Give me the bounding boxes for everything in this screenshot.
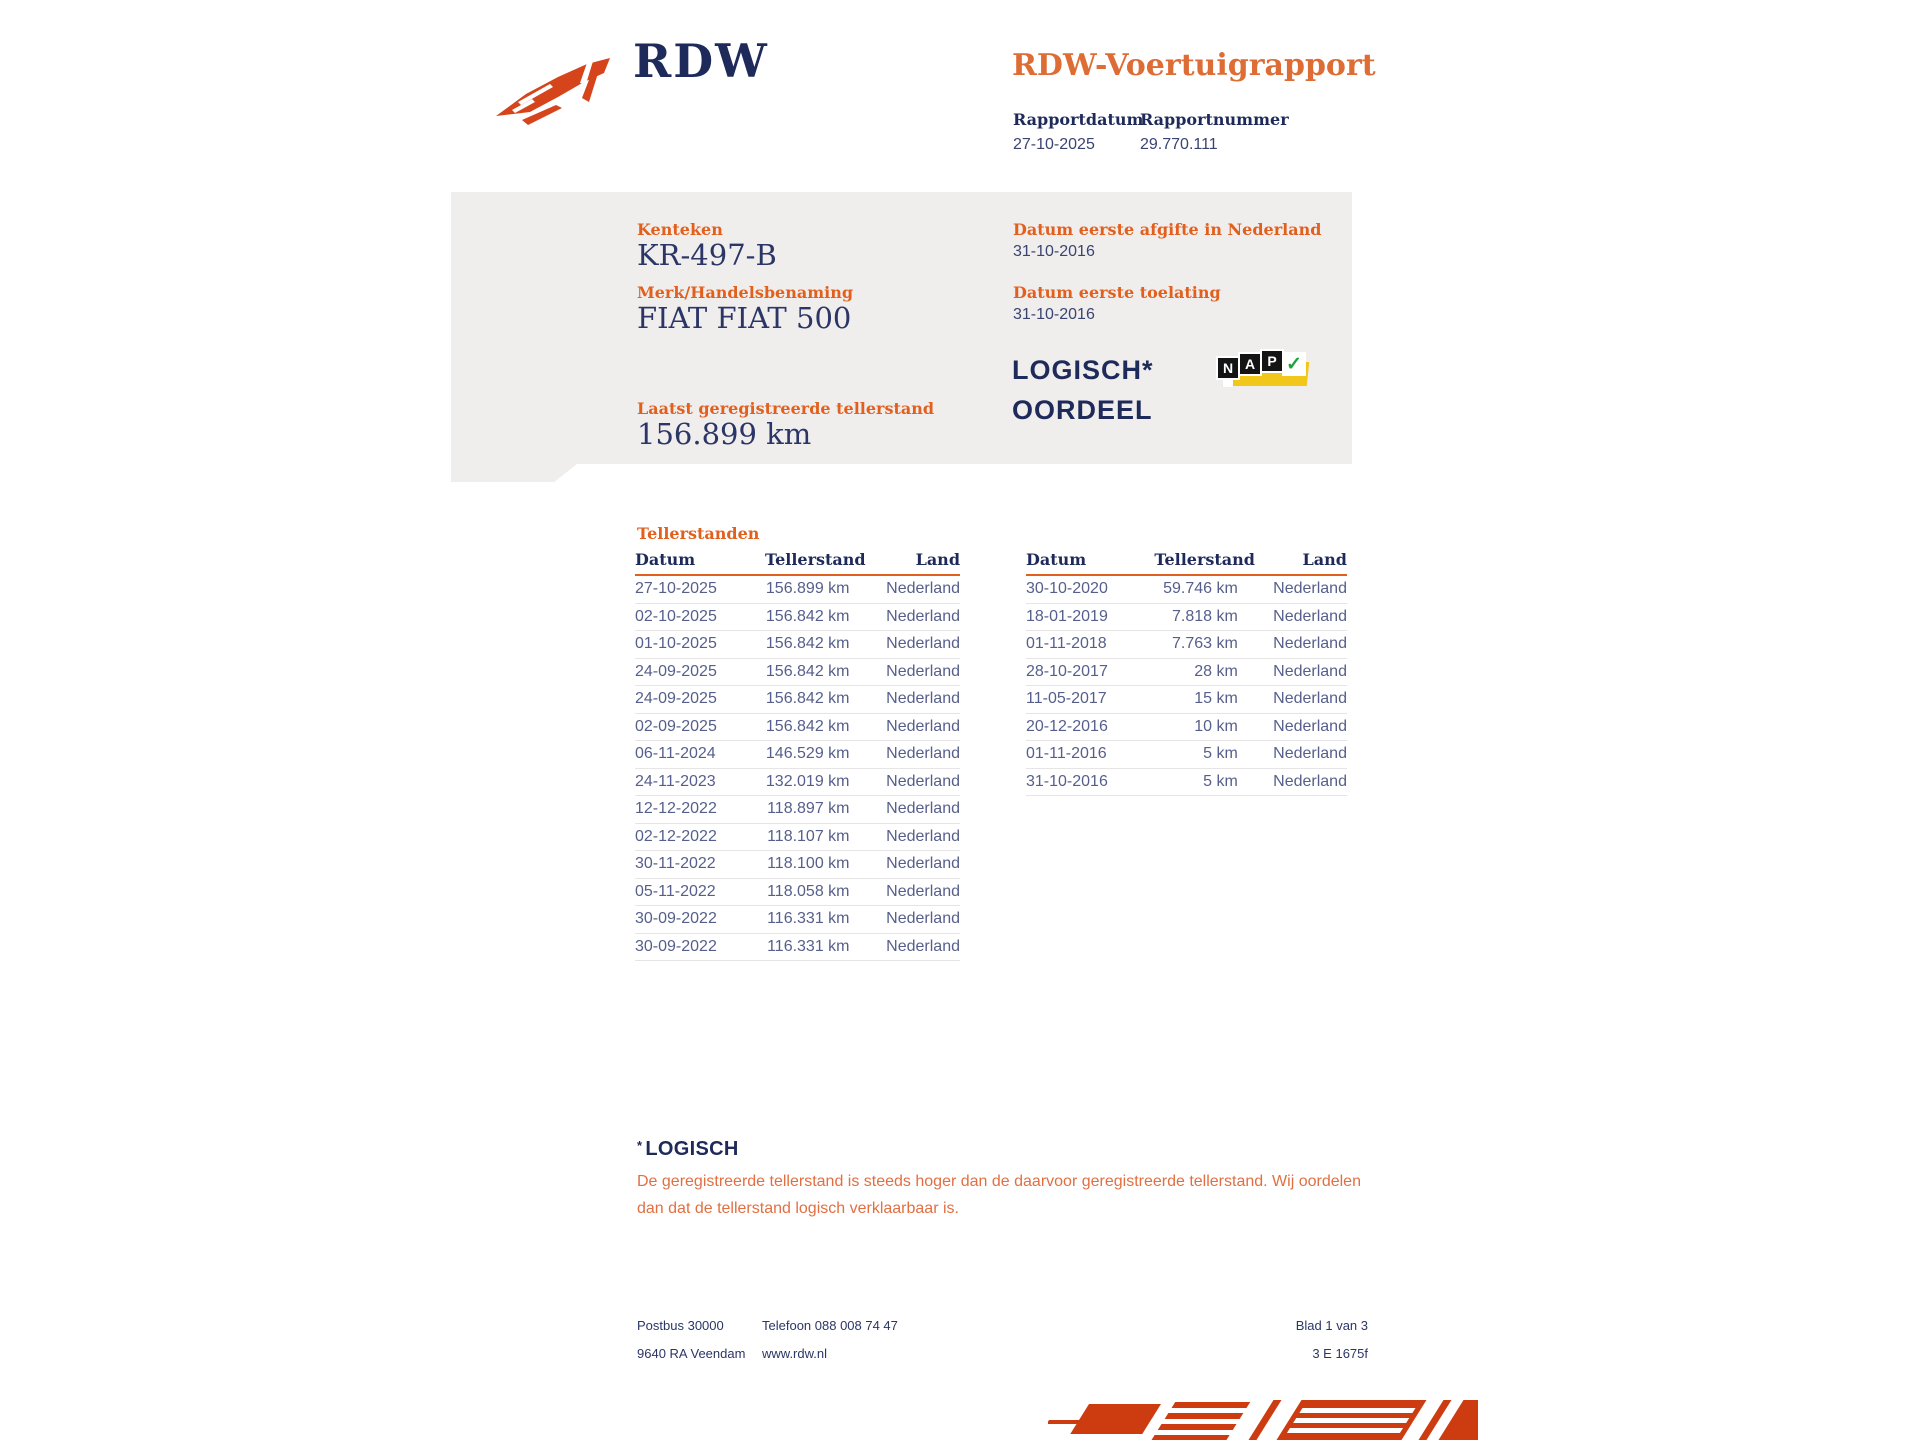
cell-tellerstand: 116.331 km xyxy=(767,910,850,928)
odometer-table-left xyxy=(635,550,960,961)
table-row xyxy=(1026,686,1347,714)
cell-land: Nederland xyxy=(1273,772,1347,790)
cell-tellerstand: 118.107 km xyxy=(767,827,850,845)
rdw-logo-wing-icon xyxy=(492,50,617,137)
footer-website: www.rdw.nl xyxy=(762,1346,828,1361)
cell-datum: 31-10-2016 xyxy=(1026,772,1108,790)
column-land: Land xyxy=(1302,550,1347,569)
cell-tellerstand: 15 km xyxy=(1194,690,1238,708)
cell-datum: 28-10-2017 xyxy=(1026,662,1108,680)
tellerstand-value: 156.899 km xyxy=(637,417,812,451)
cell-tellerstand: 59.746 km xyxy=(1163,580,1238,598)
cell-datum: 24-11-2023 xyxy=(635,772,716,790)
cell-tellerstand: 156.842 km xyxy=(765,607,850,625)
cell-land: Nederland xyxy=(886,855,960,873)
cell-tellerstand: 156.899 km xyxy=(765,580,850,598)
table-row xyxy=(635,604,960,632)
table-body xyxy=(635,576,960,961)
cell-datum: 12-12-2022 xyxy=(635,800,717,818)
table-row xyxy=(635,824,960,852)
cell-land: Nederland xyxy=(886,937,960,955)
table-row xyxy=(635,576,960,604)
report-number-value: 29.770.111 xyxy=(1140,136,1218,153)
cell-datum: 30-09-2022 xyxy=(635,910,717,928)
cell-land: Nederland xyxy=(886,635,960,653)
cell-tellerstand: 116.331 km xyxy=(767,937,850,955)
table-row xyxy=(635,741,960,769)
cell-land: Nederland xyxy=(1273,635,1347,653)
column-datum: Datum xyxy=(635,550,696,569)
cell-land: Nederland xyxy=(886,910,960,928)
footer-page-number: Blad 1 van 3 xyxy=(1295,1318,1368,1333)
cell-datum: 02-09-2025 xyxy=(635,717,717,735)
table-row xyxy=(635,934,960,962)
cell-land: Nederland xyxy=(1273,662,1347,680)
nap-check-icon: ✓ xyxy=(1282,352,1306,376)
toelating-value: 31-10-2016 xyxy=(1013,306,1095,323)
table-header xyxy=(1026,550,1347,576)
table-row xyxy=(635,686,960,714)
footnote-title: LOGISCH xyxy=(645,1138,739,1160)
report-number-label: Rapportnummer xyxy=(1140,110,1289,129)
cell-tellerstand: 5 km xyxy=(1203,745,1238,763)
cell-datum: 06-11-2024 xyxy=(635,745,716,763)
cell-tellerstand: 28 km xyxy=(1194,662,1238,680)
column-tellerstand: Tellerstand xyxy=(765,550,866,569)
table-row xyxy=(1026,576,1347,604)
oordeel-line1: LOGISCH* xyxy=(1012,355,1154,385)
cell-datum: 01-10-2025 xyxy=(635,635,717,653)
kenteken-label: Kenteken xyxy=(637,220,723,239)
table-row xyxy=(1026,659,1347,687)
rdw-wordmark: RDW xyxy=(633,34,769,88)
cell-tellerstand: 146.529 km xyxy=(765,745,850,763)
cell-tellerstand: 7.818 km xyxy=(1172,607,1238,625)
oordeel-text xyxy=(1012,350,1154,430)
afgifte-label: Datum eerste afgifte in Nederland xyxy=(1013,220,1322,239)
cell-land: Nederland xyxy=(886,717,960,735)
toelating-label: Datum eerste toelating xyxy=(1013,283,1221,302)
cell-land: Nederland xyxy=(886,580,960,598)
cell-datum: 01-11-2016 xyxy=(1026,745,1107,763)
cell-tellerstand: 5 km xyxy=(1203,772,1238,790)
table-row xyxy=(1026,769,1347,797)
cell-tellerstand: 118.058 km xyxy=(767,882,850,900)
table-row xyxy=(635,769,960,797)
merk-label: Merk/Handelsbenaming xyxy=(637,283,854,302)
cell-land: Nederland xyxy=(1273,580,1347,598)
table-row xyxy=(635,796,960,824)
odometer-table-right xyxy=(1026,550,1347,796)
cell-tellerstand: 118.897 km xyxy=(767,800,850,818)
table-header xyxy=(635,550,960,576)
table-body xyxy=(1026,576,1347,796)
table-row xyxy=(635,879,960,907)
cell-datum: 01-11-2018 xyxy=(1026,635,1107,653)
table-row xyxy=(635,851,960,879)
cell-datum: 30-11-2022 xyxy=(635,855,716,873)
cell-datum: 02-12-2022 xyxy=(635,827,717,845)
cell-land: Nederland xyxy=(1273,717,1347,735)
cell-datum: 18-01-2019 xyxy=(1026,607,1108,625)
nap-letter-n: N xyxy=(1216,356,1240,380)
cell-tellerstand: 10 km xyxy=(1194,717,1238,735)
footnote-asterisk: * xyxy=(637,1138,643,1153)
table-row xyxy=(1026,714,1347,742)
afgifte-value: 31-10-2016 xyxy=(1013,243,1095,260)
cell-land: Nederland xyxy=(886,745,960,763)
cell-datum: 24-09-2025 xyxy=(635,690,717,708)
column-tellerstand: Tellerstand xyxy=(1154,550,1255,569)
page-title: RDW-Voertuigrapport xyxy=(1012,48,1376,83)
cell-tellerstand: 156.842 km xyxy=(765,690,850,708)
cell-land: Nederland xyxy=(886,662,960,680)
cell-tellerstand: 7.763 km xyxy=(1172,635,1238,653)
table-row xyxy=(635,714,960,742)
cell-datum: 11-05-2017 xyxy=(1026,690,1107,708)
nap-letter-p: P xyxy=(1260,349,1284,373)
cell-datum: 02-10-2025 xyxy=(635,607,717,625)
oordeel-line2: OORDEEL xyxy=(1012,395,1153,425)
table-row xyxy=(1026,604,1347,632)
table-row xyxy=(1026,741,1347,769)
column-datum: Datum xyxy=(1026,550,1087,569)
cell-tellerstand: 132.019 km xyxy=(765,772,850,790)
cell-datum: 05-11-2022 xyxy=(635,882,716,900)
cell-tellerstand: 156.842 km xyxy=(765,662,850,680)
cell-datum: 30-10-2020 xyxy=(1026,580,1108,598)
footer-phone: Telefoon 088 008 74 47 xyxy=(762,1318,898,1333)
cell-land: Nederland xyxy=(886,800,960,818)
nap-logo xyxy=(1216,349,1312,395)
cell-land: Nederland xyxy=(1273,745,1347,763)
nap-tiles xyxy=(1216,349,1306,376)
cell-land: Nederland xyxy=(886,827,960,845)
nap-letter-a: A xyxy=(1238,352,1262,376)
cell-land: Nederland xyxy=(886,772,960,790)
section-title-tellerstanden: Tellerstanden xyxy=(637,524,760,543)
cell-tellerstand: 156.842 km xyxy=(765,717,850,735)
merk-value: FIAT FIAT 500 xyxy=(637,301,852,335)
footnote-heading xyxy=(637,1138,739,1161)
report-date-value: 27-10-2025 xyxy=(1013,136,1095,153)
cell-land: Nederland xyxy=(886,882,960,900)
cell-land: Nederland xyxy=(1273,690,1347,708)
table-row xyxy=(635,631,960,659)
cell-datum: 24-09-2025 xyxy=(635,662,717,680)
cell-tellerstand: 156.842 km xyxy=(765,635,850,653)
cell-datum: 27-10-2025 xyxy=(635,580,717,598)
kenteken-value: KR-497-B xyxy=(637,238,777,272)
footer-address-line2: 9640 RA Veendam xyxy=(637,1346,746,1361)
table-row xyxy=(1026,631,1347,659)
cell-land: Nederland xyxy=(886,690,960,708)
cell-land: Nederland xyxy=(886,607,960,625)
table-row xyxy=(635,659,960,687)
footnote-text: De geregistreerde tellerstand is steeds hoger dan de daarvoor geregistreerde tellerstand. Wij oordelen dan dat de tellerstand logisch verklaarbaar is. xyxy=(637,1173,1361,1217)
footer-form-code: 3 E 1675f xyxy=(1312,1346,1368,1361)
report-date-label: Rapportdatum xyxy=(1013,110,1144,129)
cell-tellerstand: 118.100 km xyxy=(767,855,850,873)
cell-datum: 30-09-2022 xyxy=(635,937,717,955)
footer-address-line1: Postbus 30000 xyxy=(637,1318,724,1333)
cell-datum: 20-12-2016 xyxy=(1026,717,1108,735)
rdw-speedlines-icon xyxy=(1048,1396,1478,1445)
vehicle-summary-box-tab xyxy=(451,464,577,482)
cell-land: Nederland xyxy=(1273,607,1347,625)
column-land: Land xyxy=(915,550,960,569)
tellerstand-label: Laatst geregistreerde tellerstand xyxy=(637,399,935,418)
table-row xyxy=(635,906,960,934)
